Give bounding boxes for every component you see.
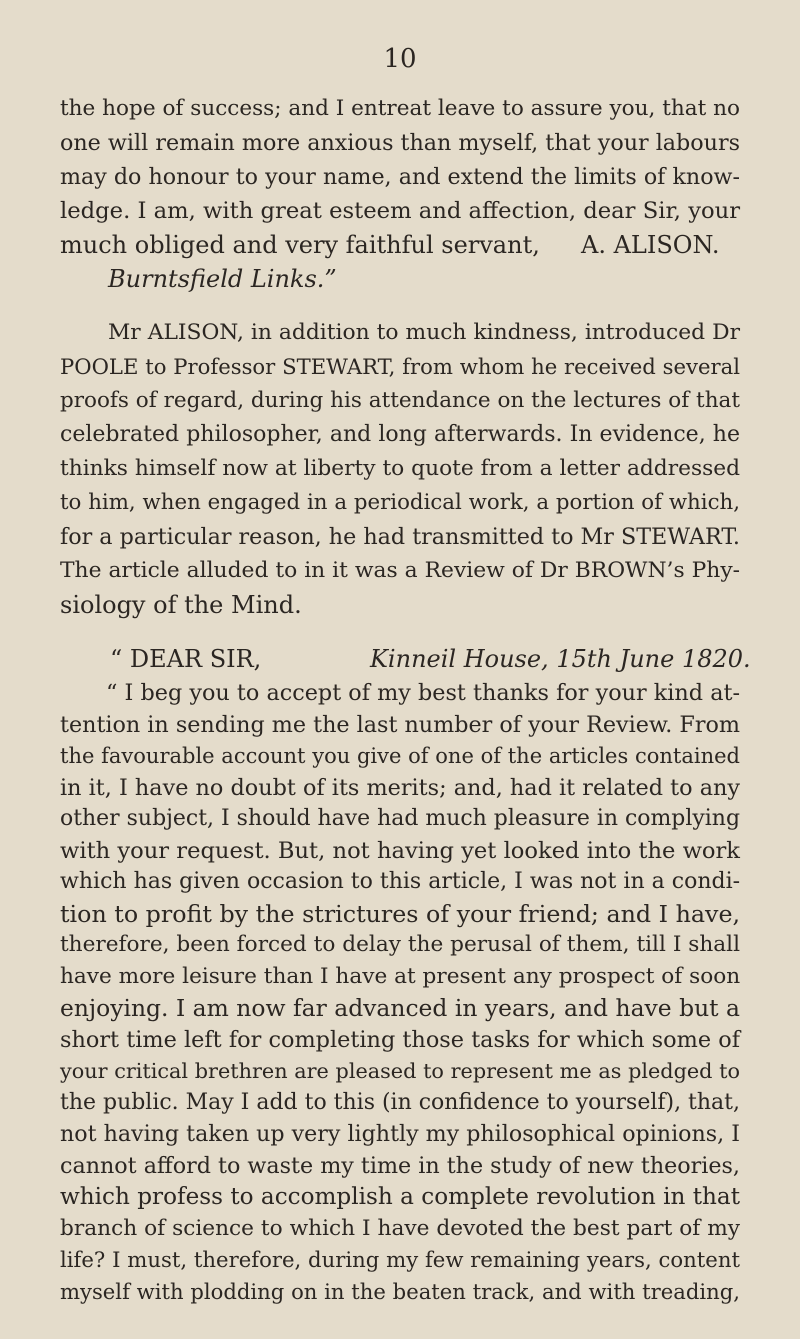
letter-line: tion to profit by the strictures of your friend; and I have,: [60, 899, 741, 928]
paragraph-line: proofs of regard, during his attendance on the lectures of that: [60, 388, 740, 413]
place-line: Burntsfield Links.”: [108, 265, 337, 293]
letter-line: enjoying. I am now far advanced in years, and have but a: [60, 994, 740, 1022]
paragraph-line: Mr ALISON, in addition to much kindness, introduced Dr: [108, 320, 740, 345]
text-line: ledge. I am, with great esteem and affection, dear Sir, your: [60, 198, 741, 224]
paragraph-line: POOLE to Professor STEWART, from whom he received several: [60, 354, 740, 379]
letter-line: the favourable account you give of one of the articles contained: [60, 744, 740, 768]
paragraph-line: thinks himself now at liberty to quote from a letter addressed: [60, 456, 740, 481]
letter-line: which has given occasion to this article, I was not in a condi-: [60, 869, 741, 894]
paragraph-line: The article alluded to in it was a Review of Dr BROWN’s Phy-: [60, 558, 740, 583]
letter-line: life? I must, therefore, during my few remaining years, content: [60, 1247, 740, 1272]
paragraph-line: for a particular reason, he had transmitted to Mr STEWART.: [60, 524, 740, 550]
letter-line: your critical brethren are pleased to represent me as pledged to: [60, 1059, 740, 1083]
letter-line: with your request. But, not having yet looked into the work: [60, 837, 740, 864]
signature: A. ALISON.: [581, 231, 720, 259]
letter-heading: Kinneil House, 15th June 1820.: [370, 645, 751, 673]
page-number: 10: [383, 44, 417, 74]
letter-line: in it, I have no doubt of its merits; and, had it related to any: [60, 774, 740, 801]
letter-line: therefore, been forced to delay the perusal of them, till I shall: [60, 932, 740, 957]
paragraph-line: to him, when engaged in a periodical work, a portion of which,: [60, 490, 740, 515]
closing-text: much obliged and very faithful servant,: [60, 231, 540, 259]
letter-line: “ I beg you to accept of my best thanks for your kind at-: [106, 680, 740, 706]
letter-line: branch of science to which I have devoted the best part of my: [60, 1215, 740, 1241]
letter-line: other subject, I should have had much pleasure in complying: [60, 806, 740, 831]
text-line: one will remain more anxious than myself, that your labours: [60, 130, 740, 156]
letter-line: the public. May I add to this (in confidence to yourself), that,: [60, 1089, 740, 1115]
paragraph-line: siology of the Mind.: [60, 591, 302, 619]
letter-line: short time left for completing those tasks for which some of: [60, 1026, 740, 1053]
text-line: the hope of success; and I entreat leave to assure you, that no: [60, 96, 740, 121]
letter-line: myself with plodding on in the beaten track, and with treading,: [60, 1278, 740, 1304]
text-line: may do honour to your name, and extend the limits of know-: [60, 164, 740, 190]
letter-line: have more leisure than I have at present any prospect of soon: [60, 963, 741, 989]
paragraph-line: celebrated philosopher, and long afterwards. In evidence, he: [60, 422, 740, 447]
letter-line: which profess to accomplish a complete revolution in that: [60, 1184, 740, 1210]
letter-line: cannot afford to waste my time in the study of new theories,: [60, 1152, 740, 1179]
letter-salutation: “ DEAR SIR,: [110, 645, 262, 673]
letter-line: tention in sending me the last number of your Review. From: [60, 711, 740, 738]
letter-line: not having taken up very lightly my philosophical opinions, I: [60, 1121, 740, 1147]
